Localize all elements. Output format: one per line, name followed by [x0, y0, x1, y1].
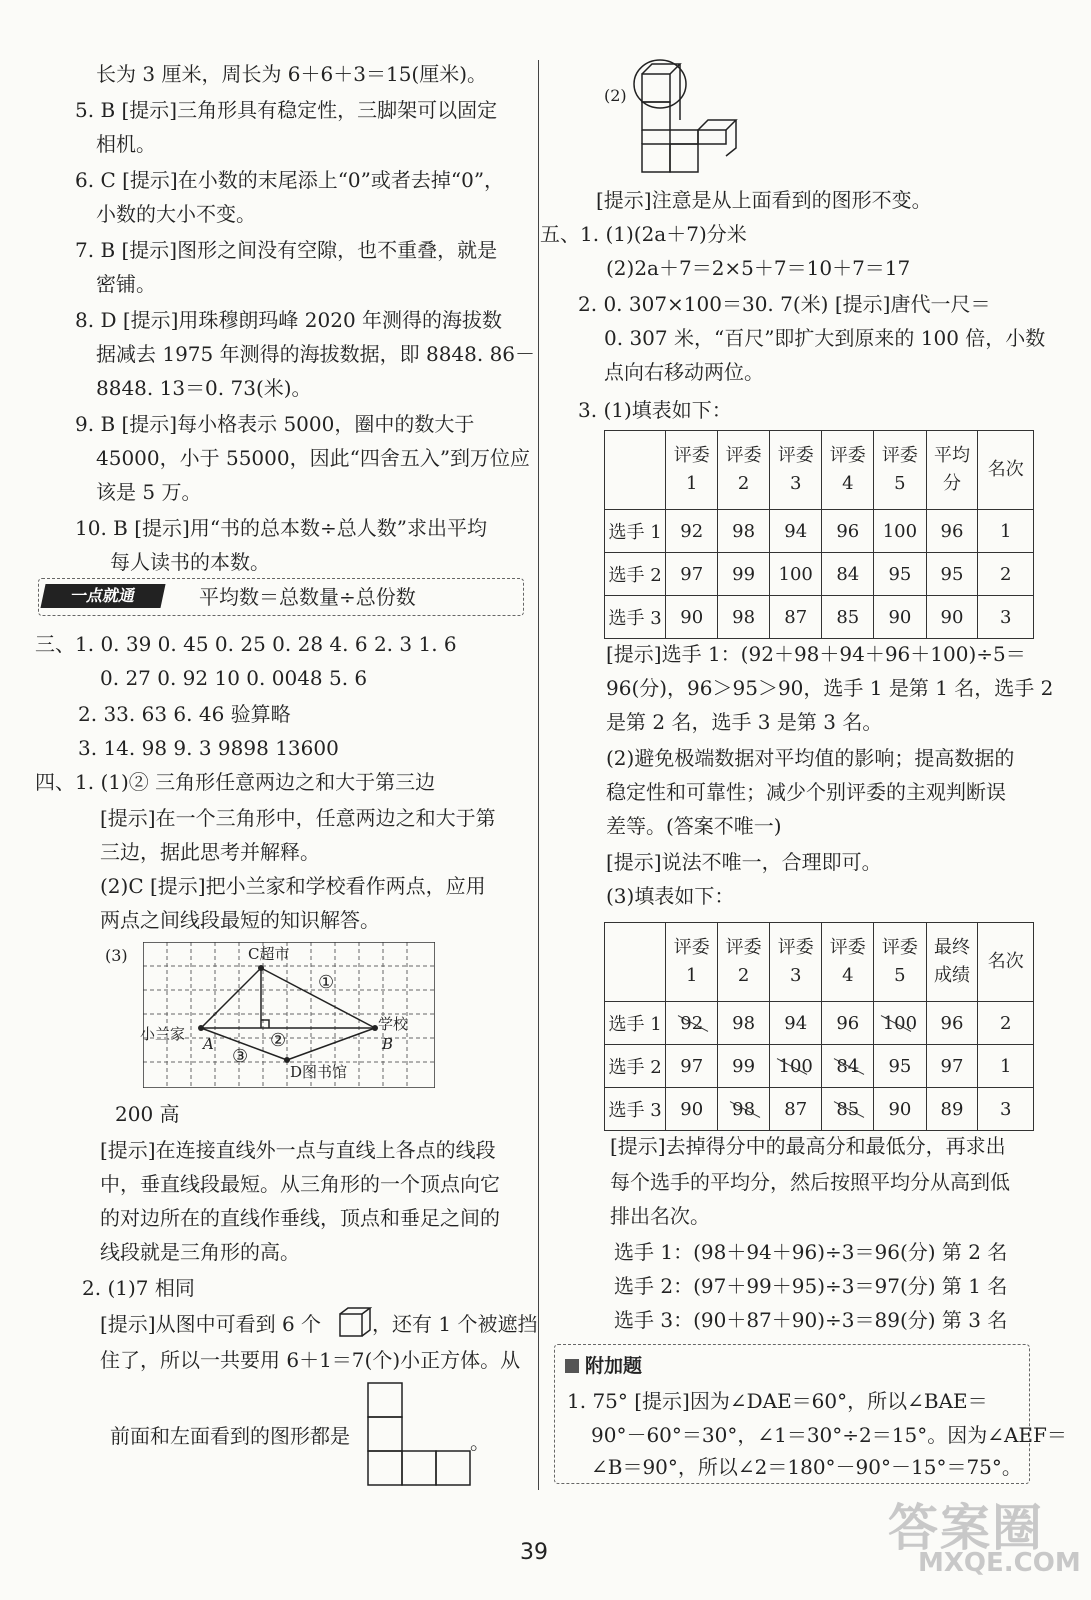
score-table-2 — [604, 922, 1034, 1131]
text-line: 8848. 13＝0. 73(米)。 — [96, 376, 312, 400]
table-row — [605, 1002, 1034, 1045]
answer-8: 8. D [提示]用珠穆朗玛峰 2020 年测得的海拔数 — [75, 308, 503, 332]
score-cell: 84 — [822, 553, 874, 596]
table-row — [605, 596, 1034, 639]
text-line: 中，垂直线段最短。从三角形的一个顶点向它 — [100, 1172, 500, 1196]
text-line: 45000，小于 55000，因此“四舍五入”到万位应 — [96, 446, 531, 470]
table-header-cell: 评委 4 — [822, 923, 874, 1002]
row-label-cell: 选手 2 — [605, 553, 666, 596]
struck-score: 84 — [836, 1055, 860, 1077]
score-cell: 95 — [926, 553, 978, 596]
answer-9: 9. B [提示]每小格表示 5000，圈中的数大于 — [75, 412, 475, 436]
text-line: 长为 3 厘米，周长为 6＋6＋3＝15(厘米)。 — [96, 62, 488, 86]
table-row — [605, 1045, 1034, 1088]
score-cell: 96 — [822, 1002, 874, 1045]
score-cell: 96 — [926, 510, 978, 553]
text-line: 两点之间线段最短的知识解答。 — [100, 908, 380, 932]
text-line: 稳定性和可靠性；减少个别评委的主观判断误 — [606, 780, 1006, 804]
label-c: C超市 — [248, 945, 290, 963]
score-cell: 87 — [770, 1088, 822, 1131]
score-cell: 98 — [718, 596, 770, 639]
table-header-cell: 评委 5 — [874, 431, 926, 510]
score-cell — [770, 1045, 822, 1088]
text-line: 0. 307 米，“百尺”即扩大到原来的 100 倍，小数 — [604, 326, 1046, 350]
score-cell: 98 — [718, 510, 770, 553]
score-cell: 99 — [718, 1045, 770, 1088]
label-d: D图书馆 — [290, 1063, 348, 1081]
score-cell: 97 — [666, 1045, 718, 1088]
table-header-cell: 名次 — [978, 923, 1034, 1002]
text-line: 每人读书的本数。 — [110, 550, 270, 574]
text-line: 是第 2 名，选手 3 是第 3 名。 — [606, 710, 883, 734]
row-label-cell: 选手 3 — [605, 596, 666, 639]
column-divider — [538, 60, 539, 1490]
text-line: (2)2a＋7＝2×5＋7＝10＋7＝17 — [606, 256, 911, 280]
label-region-2: ② — [270, 1030, 287, 1051]
score-cell: 89 — [926, 1088, 978, 1131]
score-cell — [718, 1088, 770, 1131]
text-line: 相机。 — [96, 132, 156, 156]
text-line: 住了，所以一共要用 6＋1＝7(个)小正方体。从 — [100, 1348, 521, 1372]
table-header-cell: 评委 4 — [822, 431, 874, 510]
page-number: 39 — [520, 1540, 548, 1565]
text-line: 3. (1)填表如下： — [578, 398, 732, 422]
table-row — [605, 1088, 1034, 1131]
text-line: 三边，据此思考并解释。 — [100, 840, 320, 864]
answer-10: 10. B [提示]用“书的总本数÷总人数”求出平均 — [75, 516, 488, 540]
text-line: 2. (1)7 相同 — [82, 1276, 195, 1300]
text-line: 前面和左面看到的图形都是 — [110, 1424, 350, 1448]
score-cell — [666, 1002, 718, 1045]
text-line: ，还有 1 个被遮挡 — [372, 1312, 538, 1336]
struck-score: 100 — [778, 1055, 813, 1077]
text-line: 线段就是三角形的高。 — [100, 1240, 300, 1264]
watermark-logo — [878, 1488, 1081, 1588]
score-cell: 3 — [978, 596, 1034, 639]
text-line: 小数的大小不变。 — [96, 202, 256, 226]
answer-6: 6. C [提示]在小数的末尾添上“0”或者去掉“0”， — [75, 168, 505, 192]
score-cell: 1 — [978, 1045, 1034, 1088]
label-b: B — [382, 1035, 394, 1053]
score-cell: 94 — [770, 1002, 822, 1045]
score-cell: 97 — [926, 1045, 978, 1088]
appendix-line: 90°－60°＝30°，∠1＝30°÷2＝15°。因为∠AEF＝ — [591, 1423, 1067, 1447]
watermark-url: MXQE.COM — [918, 1548, 1081, 1578]
text-line: 密铺。 — [96, 272, 156, 296]
score-cell: 98 — [718, 1002, 770, 1045]
table-header-cell — [605, 431, 666, 510]
section-3-line: 三、1. 0. 39 0. 45 0. 25 0. 28 4. 6 2. 3 1. 6 — [35, 632, 457, 656]
text-line: 2. 0. 307×100＝30. 7(米) [提示]唐代一尺＝ — [578, 292, 991, 316]
table-header-cell: 评委 1 — [666, 923, 718, 1002]
text-line: [提示]说法不唯一，合理即可。 — [606, 850, 882, 874]
text-line: 的对边所在的直线作垂线，顶点和垂足之间的 — [100, 1206, 500, 1230]
text-line: [提示]选手 1：(92＋98＋94＋96＋100)÷5＝ — [606, 642, 1026, 666]
score-cell: 95 — [874, 1045, 926, 1088]
table-header-cell: 评委 1 — [666, 431, 718, 510]
score-cell: 94 — [770, 510, 822, 553]
table-header-cell: 平均 分 — [926, 431, 978, 510]
struck-score: 92 — [680, 1012, 704, 1034]
appendix-line: ∠B＝90°，所以∠2＝180°－90°－15°＝75°。 — [591, 1455, 1022, 1479]
score-cell: 85 — [822, 596, 874, 639]
score-cell: 97 — [666, 553, 718, 596]
small-cube-icon — [338, 1306, 372, 1338]
appendix-title — [565, 1351, 642, 1378]
label-a: A — [203, 1035, 214, 1053]
appendix-title-text: 附加题 — [585, 1355, 643, 1377]
section-4-line: 四、1. (1)② 三角形任意两边之和大于第三边 — [35, 770, 436, 794]
appendix-box — [554, 1344, 1067, 1484]
text-line: 。 — [470, 1430, 490, 1454]
text-line: 差等。(答案不唯一) — [606, 814, 782, 838]
text-line: [提示]在连接直线外一点与直线上各点的线段 — [100, 1138, 496, 1162]
text-line: 每个选手的平均分，然后按照平均分从高到低 — [610, 1170, 1010, 1194]
text-line: 选手 3：(90＋87＋90)÷3＝89(分) 第 3 名 — [614, 1308, 1008, 1332]
text-line: 96(分)，96＞95＞90，选手 1 是第 1 名，选手 2 — [606, 676, 1054, 700]
front-view-shape — [367, 1382, 471, 1486]
text-line: 2. 33. 63 6. 46 验算略 — [78, 702, 291, 726]
score-cell: 100 — [874, 510, 926, 553]
text-line: 排出名次。 — [610, 1204, 710, 1228]
score-cell — [822, 1088, 874, 1131]
square-bullet-icon — [565, 1359, 579, 1373]
banner-tag: 一点就通 — [40, 584, 165, 608]
appendix-line: 1. 75° [提示]因为∠DAE＝60°，所以∠BAE＝ — [567, 1389, 988, 1413]
table-header-cell: 名次 — [978, 431, 1034, 510]
score-cell: 90 — [874, 596, 926, 639]
score-cell: 2 — [978, 553, 1034, 596]
text-line: 该是 5 万。 — [96, 480, 202, 504]
score-cell: 90 — [874, 1088, 926, 1131]
text-line: (3)填表如下： — [606, 884, 735, 908]
cube-stack-diagram — [628, 56, 744, 176]
score-cell: 96 — [926, 1002, 978, 1045]
text-line: 3. 14. 98 9. 3 9898 13600 — [78, 736, 339, 760]
row-label-cell: 选手 1 — [605, 510, 666, 553]
table-header-cell: 评委 5 — [874, 923, 926, 1002]
banner-formula: 平均数＝总数量÷总份数 — [199, 585, 416, 609]
score-cell: 95 — [874, 553, 926, 596]
row-label-cell: 选手 3 — [605, 1088, 666, 1131]
row-label-cell: 选手 1 — [605, 1002, 666, 1045]
label-home: 小兰家 — [140, 1025, 186, 1043]
score-cell — [822, 1045, 874, 1088]
text-line: [提示]从图中可看到 6 个 — [100, 1312, 322, 1336]
text-line: (2)避免极端数据对平均值的影响；提高数据的 — [606, 746, 1015, 770]
table-header-cell — [605, 923, 666, 1002]
text-line: (2)C [提示]把小兰家和学校看作两点，应用 — [100, 874, 486, 898]
score-cell: 90 — [926, 596, 978, 639]
score-cell: 90 — [666, 1088, 718, 1131]
score-cell: 1 — [978, 510, 1034, 553]
table-header-cell: 最终 成绩 — [926, 923, 978, 1002]
label-region-1: ① — [318, 972, 335, 993]
score-cell: 90 — [666, 596, 718, 639]
table-header-cell: 评委 2 — [718, 923, 770, 1002]
score-cell: 100 — [770, 553, 822, 596]
tip-banner — [38, 578, 524, 616]
score-cell: 2 — [978, 1002, 1034, 1045]
struck-score: 85 — [836, 1098, 860, 1120]
table-header-cell: 评委 2 — [718, 431, 770, 510]
label-region-3: ③ — [232, 1046, 249, 1067]
label-school: 学校 — [378, 1015, 409, 1033]
score-cell: 3 — [978, 1088, 1034, 1131]
table-row — [605, 510, 1034, 553]
table-row — [605, 553, 1034, 596]
score-cell — [874, 1002, 926, 1045]
text-line: 选手 2：(97＋99＋95)÷3＝97(分) 第 1 名 — [614, 1274, 1008, 1298]
cube-label: (2) — [604, 86, 627, 105]
watermark-text: 答案圈 — [888, 1499, 1044, 1557]
answer-5: 5. B [提示]三角形具有稳定性，三脚架可以固定 — [75, 98, 498, 122]
table-header-cell: 评委 3 — [770, 923, 822, 1002]
text-line: [提示]去掉得分中的最高分和最低分，再求出 — [610, 1134, 1006, 1158]
text-line: [提示]在一个三角形中，任意两边之和大于第 — [100, 806, 496, 830]
text-line: [提示]注意是从上面看到的图形不变。 — [596, 188, 932, 212]
text-line: 点向右移动两位。 — [604, 360, 764, 384]
section-5-line: 五、1. (1)(2a＋7)分米 — [540, 222, 747, 246]
struck-score: 98 — [732, 1098, 756, 1120]
score-cell: 99 — [718, 553, 770, 596]
text-line: 选手 1：(98＋94＋96)÷3＝96(分) 第 2 名 — [614, 1240, 1008, 1264]
table-header-cell: 评委 3 — [770, 431, 822, 510]
text-line: 200 高 — [115, 1102, 180, 1126]
score-cell: 92 — [666, 510, 718, 553]
diagram-label: (3) — [105, 946, 128, 965]
text-line: 0. 27 0. 92 10 0. 0048 5. 6 — [100, 666, 368, 690]
struck-score: 100 — [882, 1012, 918, 1034]
score-table-1 — [604, 430, 1034, 639]
row-label-cell: 选手 2 — [605, 1045, 666, 1088]
text-line: 据减去 1975 年测得的海拔数据，即 8848. 86－ — [96, 342, 536, 366]
score-cell: 96 — [822, 510, 874, 553]
score-cell: 87 — [770, 596, 822, 639]
answer-7: 7. B [提示]图形之间没有空隙，也不重叠，就是 — [75, 238, 498, 262]
